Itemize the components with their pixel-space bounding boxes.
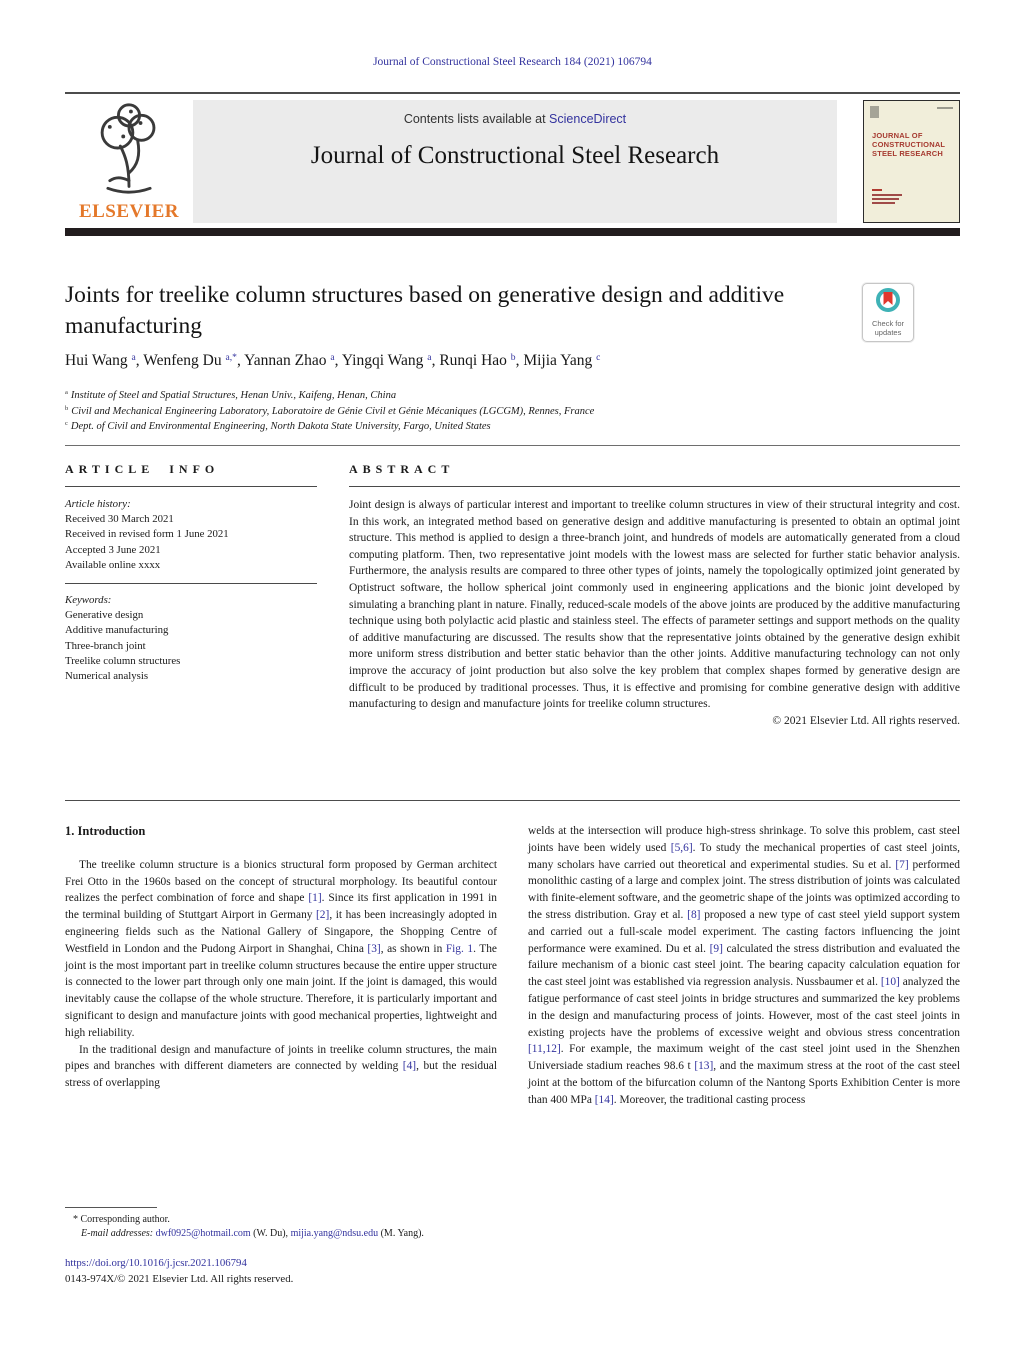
- keyword-item: Three-branch joint: [65, 639, 146, 652]
- text-segment: a: [330, 351, 335, 363]
- text-segment: , as shown in: [380, 942, 446, 955]
- body-paragraph: [65, 1042, 497, 1092]
- text-segment: calculated the stress distribution and evaluated the failure mechanism of a bionic cast steel joint. The bearing capacity calculation equation for the cast steel joint was established via regression analysis. Nussbaumer et al.: [528, 942, 960, 989]
- text-segment: proposed a new type of cast steel yield support system and carried out a full-scale model experiment. The casting factors influencing the joint performance were examined. Du et al.: [528, 908, 960, 955]
- journal-banner: [65, 100, 960, 223]
- text-segment: a: [131, 351, 136, 363]
- abstract-column: [349, 462, 960, 727]
- cover-issn-bar: [937, 107, 953, 109]
- article-info-heading: ARTICLE INFO: [65, 462, 220, 476]
- citation-link[interactable]: [5,6]: [670, 841, 693, 854]
- banner-journal-title: Journal of Constructional Steel Research: [310, 142, 720, 169]
- cover-editors-bar: [872, 194, 902, 196]
- footer-imprint: [65, 1255, 293, 1287]
- header-bar: [65, 228, 960, 236]
- cover-editors-bar: [872, 202, 895, 204]
- citation-link[interactable]: [14]: [594, 1093, 614, 1106]
- body-left-column: [65, 823, 497, 1241]
- divider: [65, 486, 317, 487]
- journal-reference: Journal of Constructional Steel Research 184 (2021) 106794: [373, 56, 652, 68]
- citation-link[interactable]: [4]: [402, 1060, 417, 1073]
- text-segment: welds at the intersection will produce high-stress shrinkage. To solve this problem, cast steel joints have been widely used: [528, 825, 960, 854]
- text-segment: , Mijia Yang: [515, 352, 597, 369]
- history-item: Available online xxxx: [65, 558, 161, 571]
- email-link[interactable]: mijia.yang@ndsu.edu: [290, 1228, 379, 1239]
- text-segment: . The joint is the most important part in treelike column structures because the entire upper structure is connected to the lower part through only one main joint. If the joint is damaged, this would inevitably cause the collapse of the whole structure. Therefore, it is particularly important and significant to design and manufacture joints with good mechanical properties, lightweight and high reliability.: [65, 942, 497, 1039]
- doi-link[interactable]: https://doi.org/10.1016/j.jcsr.2021.106794: [65, 1257, 247, 1269]
- body-paragraph: [528, 823, 960, 1109]
- text-segment: Contents lists available at: [403, 112, 550, 126]
- keyword-item: Numerical analysis: [65, 670, 149, 683]
- citation-link[interactable]: [2]: [316, 909, 330, 922]
- text-segment: , Yannan Zhao: [236, 352, 331, 369]
- article-history-label: Article history:: [65, 498, 131, 510]
- check-updates-icon: [871, 287, 905, 315]
- abstract-heading: ABSTRACT: [349, 462, 455, 476]
- article-info-column: [65, 462, 317, 727]
- banner-center: [193, 100, 837, 223]
- history-item: Received in revised form 1 June 2021: [65, 528, 229, 541]
- elsevier-wordmark: ELSEVIER: [78, 201, 180, 222]
- text-segment: Hui Wang: [65, 352, 132, 369]
- corresponding-author-note: * Corresponding author.: [73, 1214, 170, 1225]
- text-segment: . Since its first application in 1991 in the terminal building of Stuttgart Airport in Germany: [65, 892, 497, 922]
- abstract-text: Joint design is always of particular interest and important to treelike column structures in view of their structural integrity and cost. In this work, an integrated method based on generative design and additive manufacturing is presented to obtain an optimal joint structure. This method is applied to design a three-branch joint, and hundreds of models are automatically generated from a cloud computing platform. Then, two representative joint models with the lowest mass are selected for further static behavior analysis. Furthermore, the analysis results are compared to three other types of joints, namely the topologically optimized joint generated by Optistruct software, the hollow spherical joint commonly used in engineering applications and the bionic joint developed by simulating a branching plant in nature. Finally, reduced-scale models of the above joints are produced by the additive manufacturing technique using both polylactic acid plastic and stainless steel. The effects of parameter settings and support methods on the quality of additive manufacturing are discussed. The results show that the representative joints obtained by the generative design exhibit more uniform stress distribution and better static behavior than the other joints. Additive manufacturing technology can not only improve the accuracy of joint production but also solve the key problem that complex shapes formed by generative design are difficult to be produced by traditional processes. Thus, it is effective and promising for combine generative design with additive manufacturing to design and manufacture joints for treelike column structures.: [349, 499, 960, 711]
- divider: [65, 92, 960, 94]
- text-segment: In the traditional design and manufacture of joints in treelike column structures, the main pipes and branches with different diameters are connected by welding: [65, 1043, 497, 1073]
- affiliation-sup: c: [65, 420, 68, 428]
- text-segment: a: [427, 351, 432, 363]
- contents-available-line: [193, 112, 837, 126]
- history-item: Accepted 3 June 2021: [65, 543, 161, 556]
- citation-link[interactable]: [3]: [367, 942, 381, 955]
- text-segment: , it has been increasingly adopted in engineering fields such as the National Gallery of Singapore, the Shopping Centre of Westfield in London and the Pudong Airport in Shanghai, China: [65, 909, 497, 955]
- text-segment: a,*: [225, 351, 237, 363]
- text-segment: , but the residual stress of overlapping: [65, 1060, 498, 1090]
- footnote: [65, 1207, 497, 1241]
- journal-cover-thumbnail: [863, 100, 960, 223]
- email-link[interactable]: dwf0925@hotmail.com: [155, 1228, 251, 1239]
- citation-link[interactable]: [11,12]: [528, 1043, 561, 1056]
- affiliation-text: Dept. of Civil and Environmental Engineering, North Dakota State University, Fargo, United States: [70, 421, 491, 432]
- affiliation-sup: a: [65, 389, 68, 397]
- keyword-item: Additive manufacturing: [65, 624, 169, 637]
- affiliation: [65, 389, 960, 405]
- citation-link[interactable]: [8]: [687, 908, 701, 921]
- author-line: [65, 352, 960, 370]
- info-abstract-section: [65, 462, 960, 727]
- cover-editors-bar: [872, 189, 882, 191]
- affiliation-sup: b: [65, 404, 69, 412]
- check-updates-label-1: Check for: [871, 319, 905, 328]
- body-columns: [65, 823, 960, 1241]
- article-title: Joints for treelike column structures based on generative design and additive manufacturing: [65, 282, 785, 339]
- cover-crest-icon: [870, 106, 879, 118]
- citation-link[interactable]: [7]: [895, 858, 909, 871]
- text-segment: , Runqi Hao: [431, 352, 511, 369]
- text-segment: (W. Du),: [250, 1228, 291, 1239]
- abstract-copyright: © 2021 Elsevier Ltd. All rights reserved.: [772, 714, 960, 727]
- divider: [65, 800, 960, 801]
- text-segment: analyzed the fatigue performance of cast steel joints in bridge structures and summarized the key problems in the design and manufacturing process of joints. However, most of the cast steel joints in existing projects have the problems of excessive weight and obvious stress concentration: [528, 976, 960, 1039]
- issn-copyright: 0143-974X/© 2021 Elsevier Ltd. All rights reserved.: [65, 1273, 294, 1285]
- affiliation-text: Civil and Mechanical Engineering Laboratory, Laboratoire de Génie Civil et Génie Mécaniques (LGCGM), Rennes, France: [71, 405, 595, 417]
- text-segment: The treelike column structure is a bionics structural form proposed by German architect Frei Otto in the 1960s based on the concept of structural morphology. Its beautiful contour realizes the perfect combination of force and shape: [65, 858, 497, 905]
- elsevier-logo: [65, 100, 193, 223]
- cover-title: JOURNAL OF CONSTRUCTIONAL STEEL RESEARCH: [872, 131, 946, 158]
- body-right-column: [528, 823, 960, 1241]
- body-paragraph: [65, 857, 497, 1042]
- section-heading-introduction: 1. Introduction: [65, 824, 146, 838]
- figure-link[interactable]: Fig. 1: [445, 942, 474, 955]
- affiliation-text: Institute of Steel and Spatial Structures, Henan Univ., Kaifeng, Henan, China: [70, 390, 397, 401]
- text-segment: . To study the mechanical properties of cast steel joints, many scholars have carried out theoretical and experimental studies. Su et al.: [528, 841, 960, 871]
- citation-link[interactable]: [13]: [694, 1060, 714, 1073]
- keywords-label: Keywords:: [65, 594, 112, 607]
- text-segment: b: [510, 351, 516, 363]
- text-segment: , Yingqi Wang: [334, 352, 428, 369]
- keyword-item: Treelike column structures: [65, 654, 181, 667]
- text-segment: performed monolithic casting of a large and complex joint. The stress distribution of joints was calculated with finite-element software, and the geometric shape of the joints was optimized according to the stress distribution. Gray et al.: [528, 858, 961, 921]
- text-segment: , and the maximum stress at the root of the cast steel joint at the bottom of the bifurcation column of the Nantong Sports Exhibition Center is more than 400 MPa: [528, 1060, 960, 1106]
- cover-editors-bar: [872, 198, 899, 200]
- citation-link[interactable]: [9]: [709, 942, 723, 955]
- citation-link[interactable]: [10]: [880, 976, 900, 989]
- text-segment: . Moreover, the traditional casting process: [613, 1093, 806, 1106]
- divider: [65, 583, 317, 584]
- affiliation: [65, 405, 960, 421]
- text-segment: (M. Yang).: [378, 1228, 424, 1239]
- sciencedirect-link[interactable]: ScienceDirect: [549, 112, 627, 126]
- check-for-updates-badge[interactable]: [862, 283, 914, 342]
- affiliations: [65, 389, 960, 436]
- divider: [349, 486, 960, 487]
- footnote-divider: [65, 1207, 157, 1208]
- keyword-item: Generative design: [65, 609, 144, 622]
- citation-link[interactable]: [1]: [308, 892, 322, 905]
- email-addresses-line: [65, 1227, 497, 1241]
- elsevier-tree-icon: [81, 100, 177, 196]
- affiliation: [65, 420, 960, 436]
- text-segment: . For example, the maximum weight of the cast steel joint used in the Shenzhen Universiade stadium reaches 98.6 t: [528, 1043, 960, 1073]
- text-segment: , Wenfeng Du: [135, 352, 226, 369]
- history-item: Received 30 March 2021: [65, 513, 174, 526]
- text-segment: E-mail addresses:: [81, 1228, 156, 1239]
- divider: [65, 445, 960, 446]
- text-segment: c: [596, 351, 601, 363]
- check-updates-label-2: updates: [874, 327, 902, 337]
